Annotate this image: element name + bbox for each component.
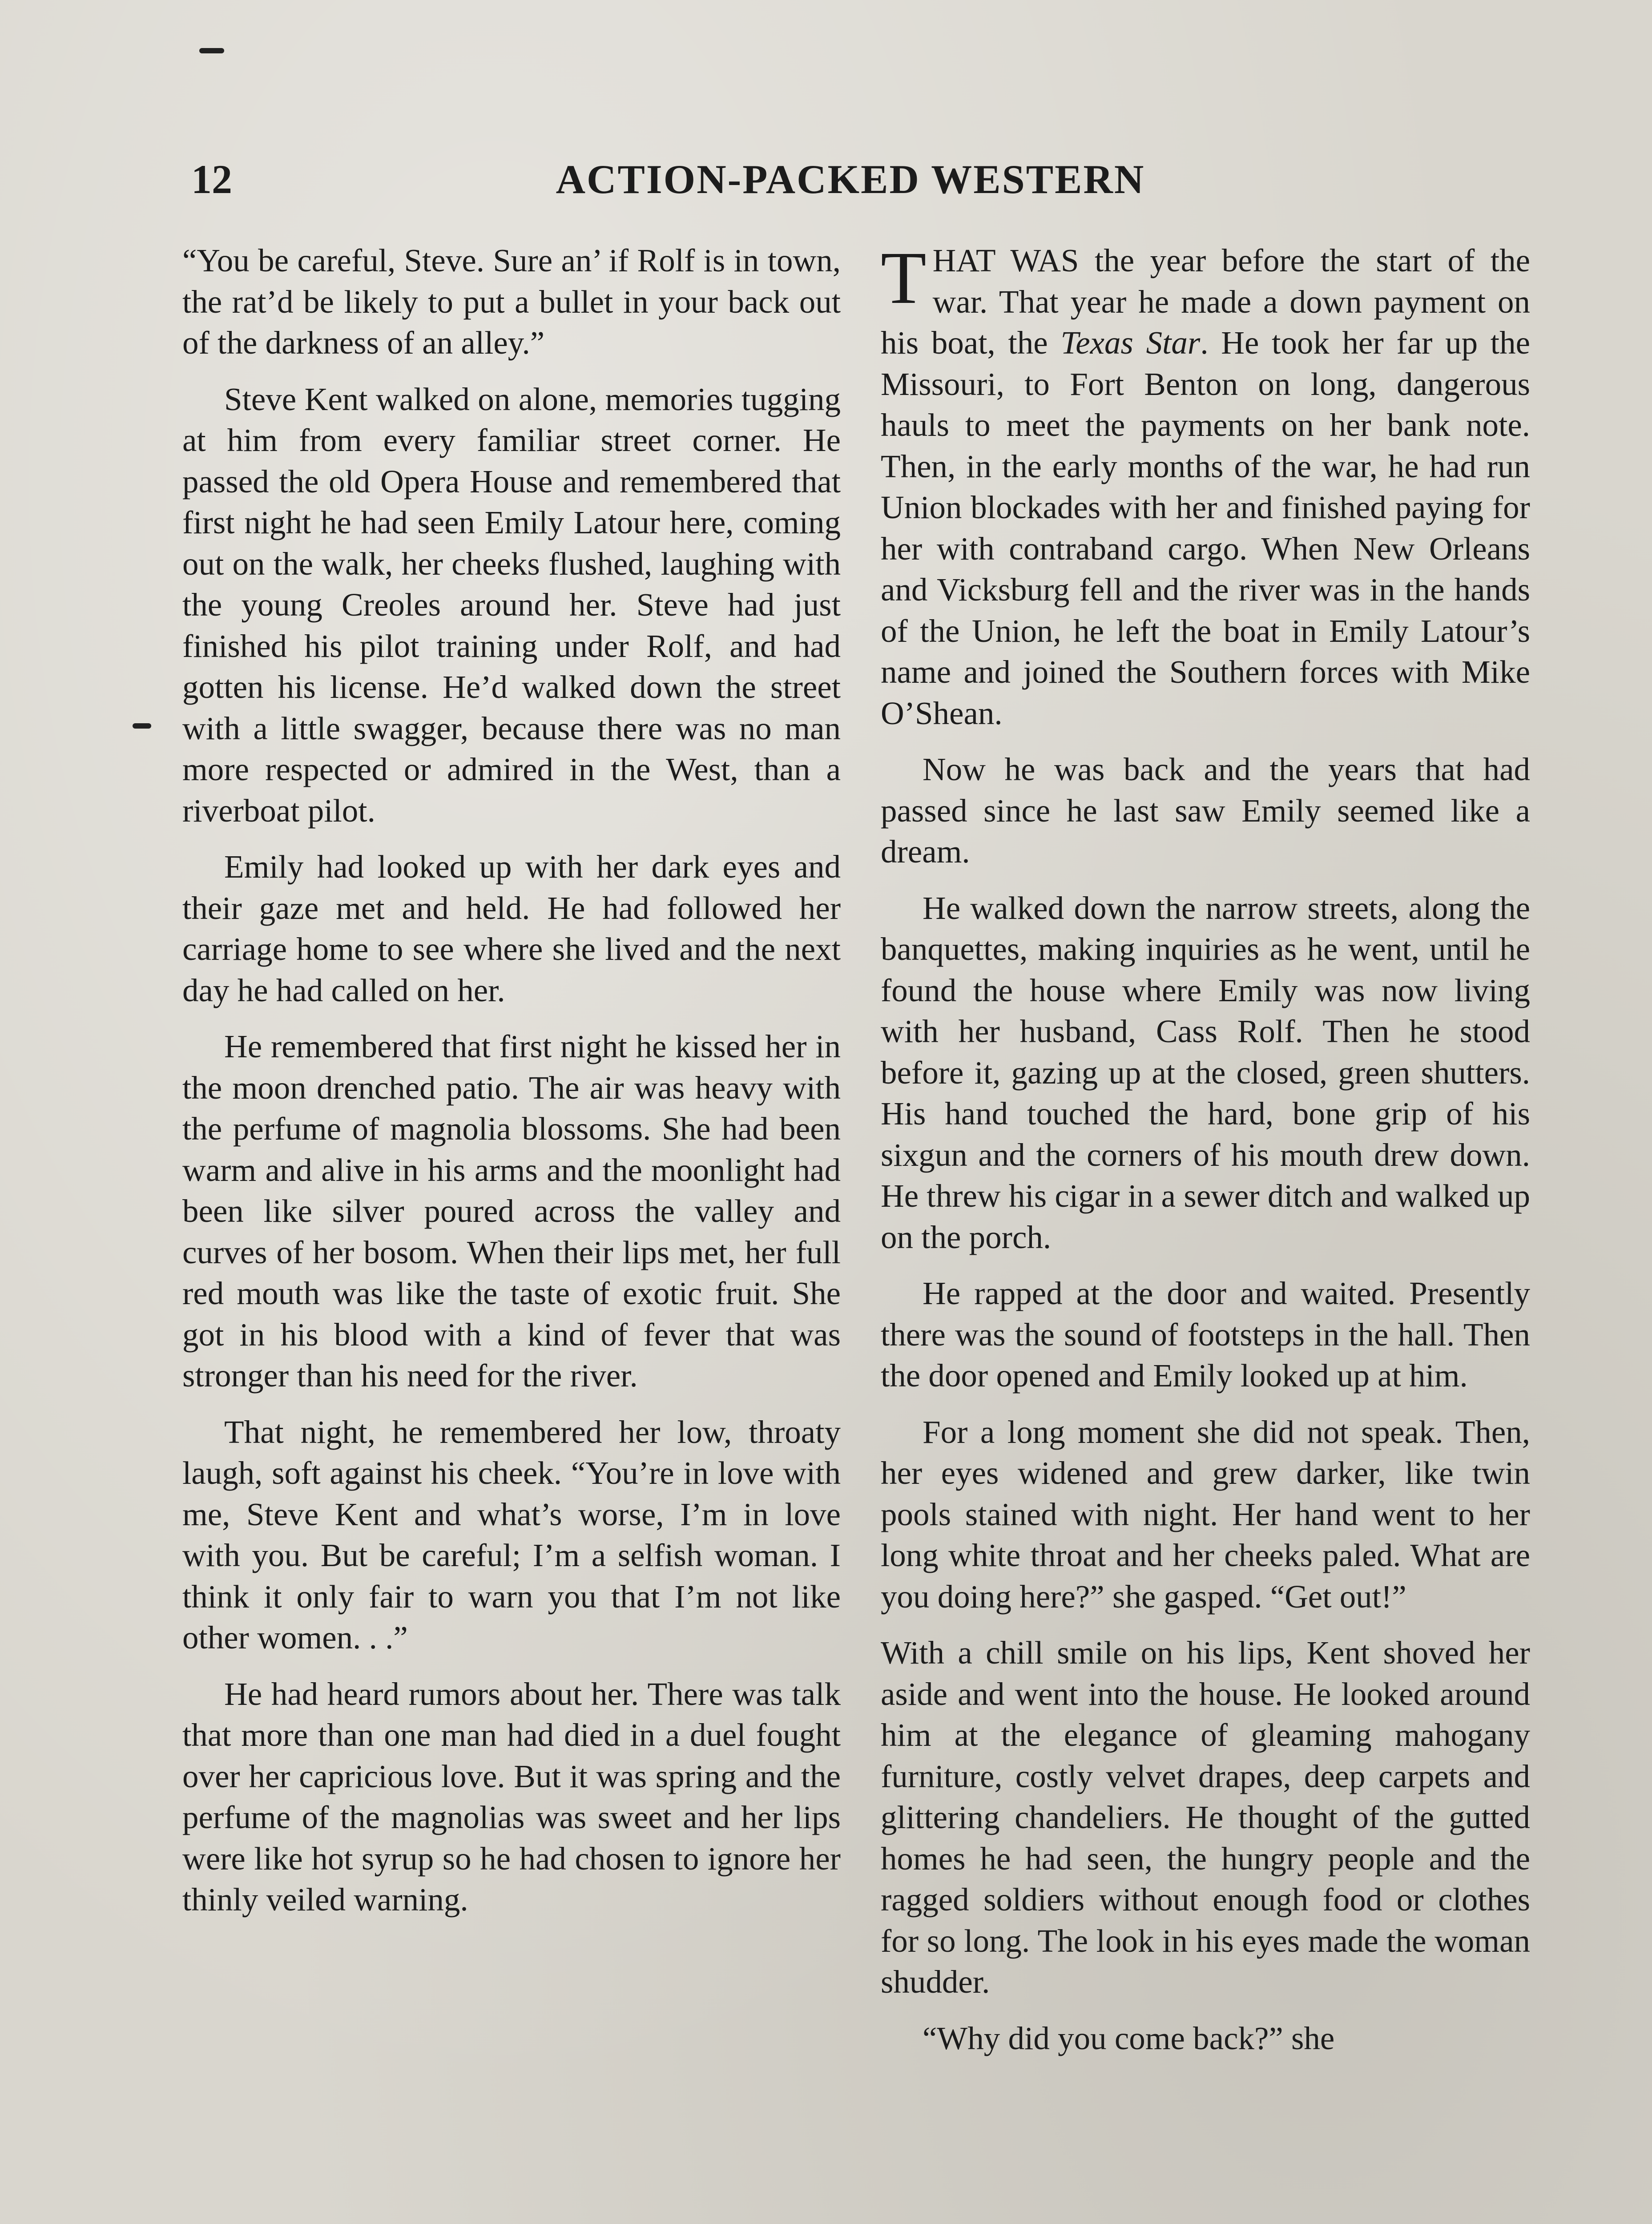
page-number: 12 [191, 157, 232, 202]
ink-mark-top [199, 48, 224, 53]
paragraph: He had heard rumors about her. There was talk that more than one man had died in a duel fought over her capricious love. But it was spring and the perfume of the magnolias was sweet and her lips were like hot syrup so he had chosen to ignore her thinly veiled warning. [182, 1676, 841, 1918]
boat-name: Texas Star [1060, 325, 1201, 361]
paragraph: “You be careful, Steve. Sure an’ if Rolf is in town, the rat’d be likely to put a bullet in your back out of the darkness of an alley.” [182, 242, 841, 361]
paragraph: “Why did you come back?” she [923, 2020, 1335, 2056]
paragraph: Now he was back and the years that had passed since he last saw Emily seemed like a dream. [881, 751, 1530, 870]
paragraph: He rapped at the door and waited. Presently there was the sound of footsteps in the hall. Then the door opened and Emily looked up at him. [881, 1275, 1530, 1394]
left-column [182, 240, 841, 1936]
paragraph-text: . He took her far up the Missouri, to Fort Benton on long, dangerous hauls to meet the payments on her bank note. Then, in the early months of the war, he had run Union blockades with her and finished paying for her with contraband cargo. When New Orleans and Vicksburg fell and the river was in the hands of the Union, he left the boat in Emily Latour’s name and joined the Southern forces with Mike O’Shean. [881, 325, 1530, 731]
paragraph: That night, he remembered her low, throaty laugh, soft against his cheek. “You’re in love with me, Steve Kent and what’s worse, I’m in love with you. But be careful; I’m a selfish woman. I think it only fair to warn you that I’m not like other women. . .” [182, 1414, 841, 1656]
paragraph: For a long moment she did not speak. Then, her eyes widened and grew darker, like twin pools stained with night. Her hand went to her long white throat and her cheeks paled. What are you doing here?” she gasped. “Get out!” [881, 1414, 1530, 1615]
paragraph-dropcap [881, 237, 1530, 734]
ink-mark-margin [133, 723, 151, 729]
paragraph: With a chill smile on his lips, Kent shoved her aside and went into the house. He looked around him at the elegance of gleaming mahogany furniture, costly velvet drapes, deep carpets and glittering chandeliers. He thought of the gutted homes he had seen, the hungry people and the ragged soldiers without enough food or clothes for so long. The look in his eyes made the woman shudder. [881, 1635, 1530, 2000]
right-column [881, 237, 1530, 2074]
running-head: ACTION-PACKED WESTERN [556, 157, 1145, 202]
page-header [0, 151, 1652, 214]
paragraph: Steve Kent walked on alone, memories tugging at him from every familiar street corner. He passed the old Opera House and remembered that first night he had seen Emily Latour here, coming out on the walk, her cheeks flushed, laughing with the young Creoles around her. Steve had just finished his pilot training under Rolf, and had gotten his license. He’d walked down the street with a little swagger, because there was no man more respected or admired in the West, than a riverboat pilot. [182, 381, 841, 829]
paragraph: Emily had looked up with her dark eyes and their gaze met and held. He had followed her carriage home to see where she lived and the next day he had called on her. [182, 849, 841, 1008]
paragraph: He remembered that first night he kissed her in the moon drenched patio. The air was heavy with the perfume of magnolia blossoms. She had been warm and alive in his arms and the moonlight had been like silver poured across the valley and curves of her bosom. When their lips met, her full red mouth was like the taste of exotic fruit. She got in his blood with a kind of fever that was stronger than his need for the river. [182, 1028, 841, 1394]
paragraph: He walked down the narrow streets, along the banquettes, making inquiries as he went, until he found the house where Emily was now living with her husband, Cass Rolf. Then he stood before it, gazing up at the closed, green shutters. His hand touched the hard, bone grip of his sixgun and the corners of his mouth drew down. He threw his cigar in a sewer ditch and walked up on the porch. [881, 890, 1530, 1255]
paragraph-text: THAT WAS the year before the start of the war. That year he made a down payment on his boat, the [881, 237, 1530, 361]
